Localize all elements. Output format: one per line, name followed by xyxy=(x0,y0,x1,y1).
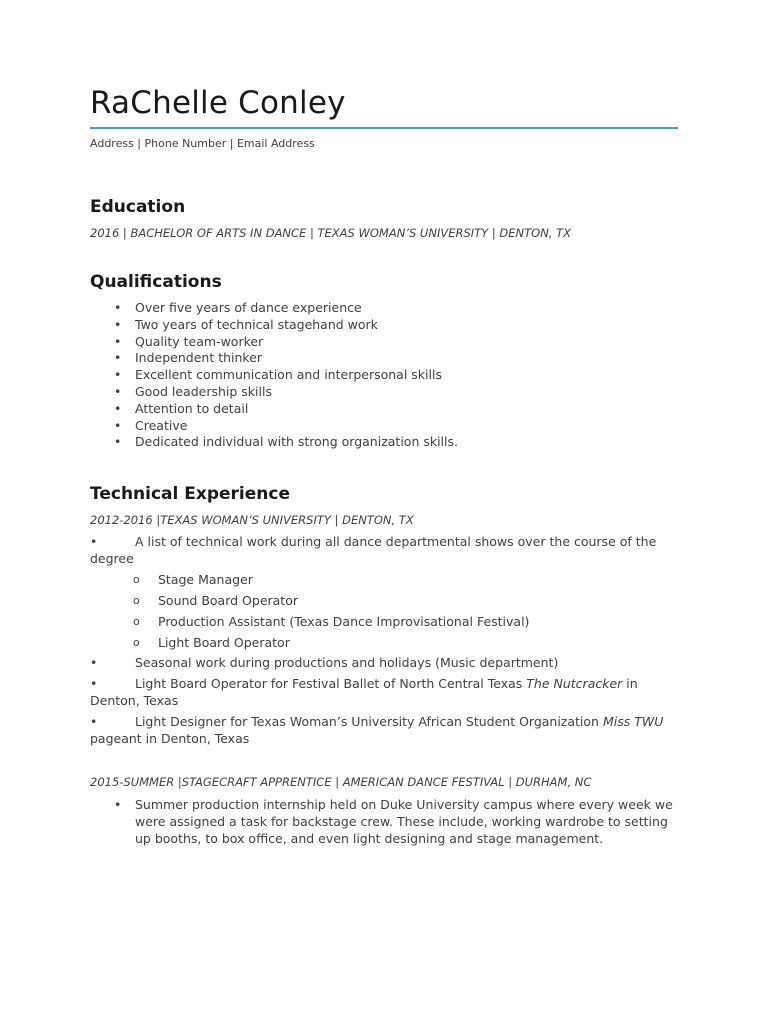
list-item xyxy=(90,569,680,590)
bullet-icon: • xyxy=(114,417,122,433)
qualification-text: Good leadership skills xyxy=(135,383,272,399)
job2-item-line: were assigned a task for backstage crew. These include, working wardrobe to setting xyxy=(135,813,668,829)
list-item xyxy=(90,350,458,367)
list-item xyxy=(90,632,680,653)
technical-heading: Technical Experience xyxy=(90,484,290,504)
candidate-name: RaChelle Conley xyxy=(90,85,346,121)
education-heading: Education xyxy=(90,197,186,217)
list-item xyxy=(90,418,458,435)
bullet-icon: • xyxy=(90,534,98,549)
job1-item4-text: Light Designer for Texas Woman’s University African Student Organization xyxy=(135,713,603,729)
sub-item-text: Stage Manager xyxy=(158,571,253,587)
job1-details xyxy=(90,534,680,748)
job1-sublist xyxy=(90,569,680,653)
bullet-icon: • xyxy=(114,333,122,349)
contact-line: Address | Phone Number | Email Address xyxy=(90,137,315,150)
qualifications-heading: Qualifications xyxy=(90,272,222,292)
qualification-text: Dedicated individual with strong organization skills. xyxy=(135,434,458,450)
bullet-icon: • xyxy=(90,654,98,670)
list-item xyxy=(90,797,680,847)
list-item xyxy=(90,434,458,451)
pageant-title: Miss TWU xyxy=(602,713,664,729)
job1-item1-text: A list of technical work during all dance departmental shows over the course of the xyxy=(135,534,657,549)
job1-item3-continuation: Denton, Texas xyxy=(90,693,179,709)
job1-item3-text: Light Board Operator for Festival Ballet of North Central Texas xyxy=(135,676,527,692)
bullet-icon: • xyxy=(114,797,122,812)
list-item xyxy=(90,384,458,401)
list-item xyxy=(90,367,458,384)
bullet-icon: • xyxy=(90,676,98,692)
job1-item3-suffix: in xyxy=(622,676,638,692)
sub-item-text: Light Board Operator xyxy=(158,634,290,650)
list-item xyxy=(90,655,680,672)
job2-item-line: up booths, to box office, and even light designing and stage management. xyxy=(135,830,604,846)
job1-item2-text: Seasonal work during productions and holidays (Music department) xyxy=(135,654,559,670)
bullet-icon: • xyxy=(114,350,122,366)
bullet-icon: • xyxy=(114,383,122,399)
list-item xyxy=(90,590,680,611)
header-divider xyxy=(90,127,678,129)
sub-item-text: Production Assistant (Texas Dance Improvisational Festival) xyxy=(158,613,530,629)
bullet-icon: • xyxy=(114,300,122,315)
bullet-icon: • xyxy=(90,713,98,729)
job1-item4-continuation: pageant in Denton, Texas xyxy=(90,730,250,746)
education-line: 2016 | BACHELOR OF ARTS IN DANCE | TEXAS WOMAN’S UNIVERSITY | DENTON, TX xyxy=(90,226,572,240)
list-item xyxy=(90,611,680,632)
list-item xyxy=(90,714,680,731)
circle-bullet-icon: o xyxy=(133,614,140,628)
circle-bullet-icon: o xyxy=(133,572,140,586)
bullet-icon: • xyxy=(114,316,122,332)
qualifications-list xyxy=(90,300,458,451)
job2-details xyxy=(90,797,680,847)
list-item xyxy=(90,534,680,551)
list-item xyxy=(90,317,458,334)
bullet-icon: • xyxy=(114,434,122,450)
list-item xyxy=(90,676,680,693)
list-item xyxy=(90,300,458,317)
qualification-text: Over five years of dance experience xyxy=(135,300,362,315)
job1-line: 2012-2016 |TEXAS WOMAN’S UNIVERSITY | DENTON, TX xyxy=(90,513,414,527)
bullet-icon: • xyxy=(114,400,122,416)
qualification-text: Excellent communication and interpersonal skills xyxy=(135,367,442,383)
qualification-text: Independent thinker xyxy=(135,350,263,366)
circle-bullet-icon: o xyxy=(133,593,140,607)
qualification-text: Attention to detail xyxy=(135,400,249,416)
bullet-icon: • xyxy=(114,367,122,383)
qualification-text: Creative xyxy=(135,417,188,433)
sub-item-text: Sound Board Operator xyxy=(158,592,298,608)
job2-item-line: Summer production internship held on Duke University campus where every week we xyxy=(135,797,673,812)
circle-bullet-icon: o xyxy=(133,635,140,649)
production-title: The Nutcracker xyxy=(526,676,623,692)
list-item xyxy=(90,401,458,418)
list-item xyxy=(90,334,458,351)
qualification-text: Quality team-worker xyxy=(135,333,264,349)
job1-item1-continuation: degree xyxy=(90,550,134,566)
qualification-text: Two years of technical stagehand work xyxy=(135,316,378,332)
job2-line: 2015-SUMMER |STAGECRAFT APPRENTICE | AMERICAN DANCE FESTIVAL | DURHAM, NC xyxy=(90,775,592,789)
